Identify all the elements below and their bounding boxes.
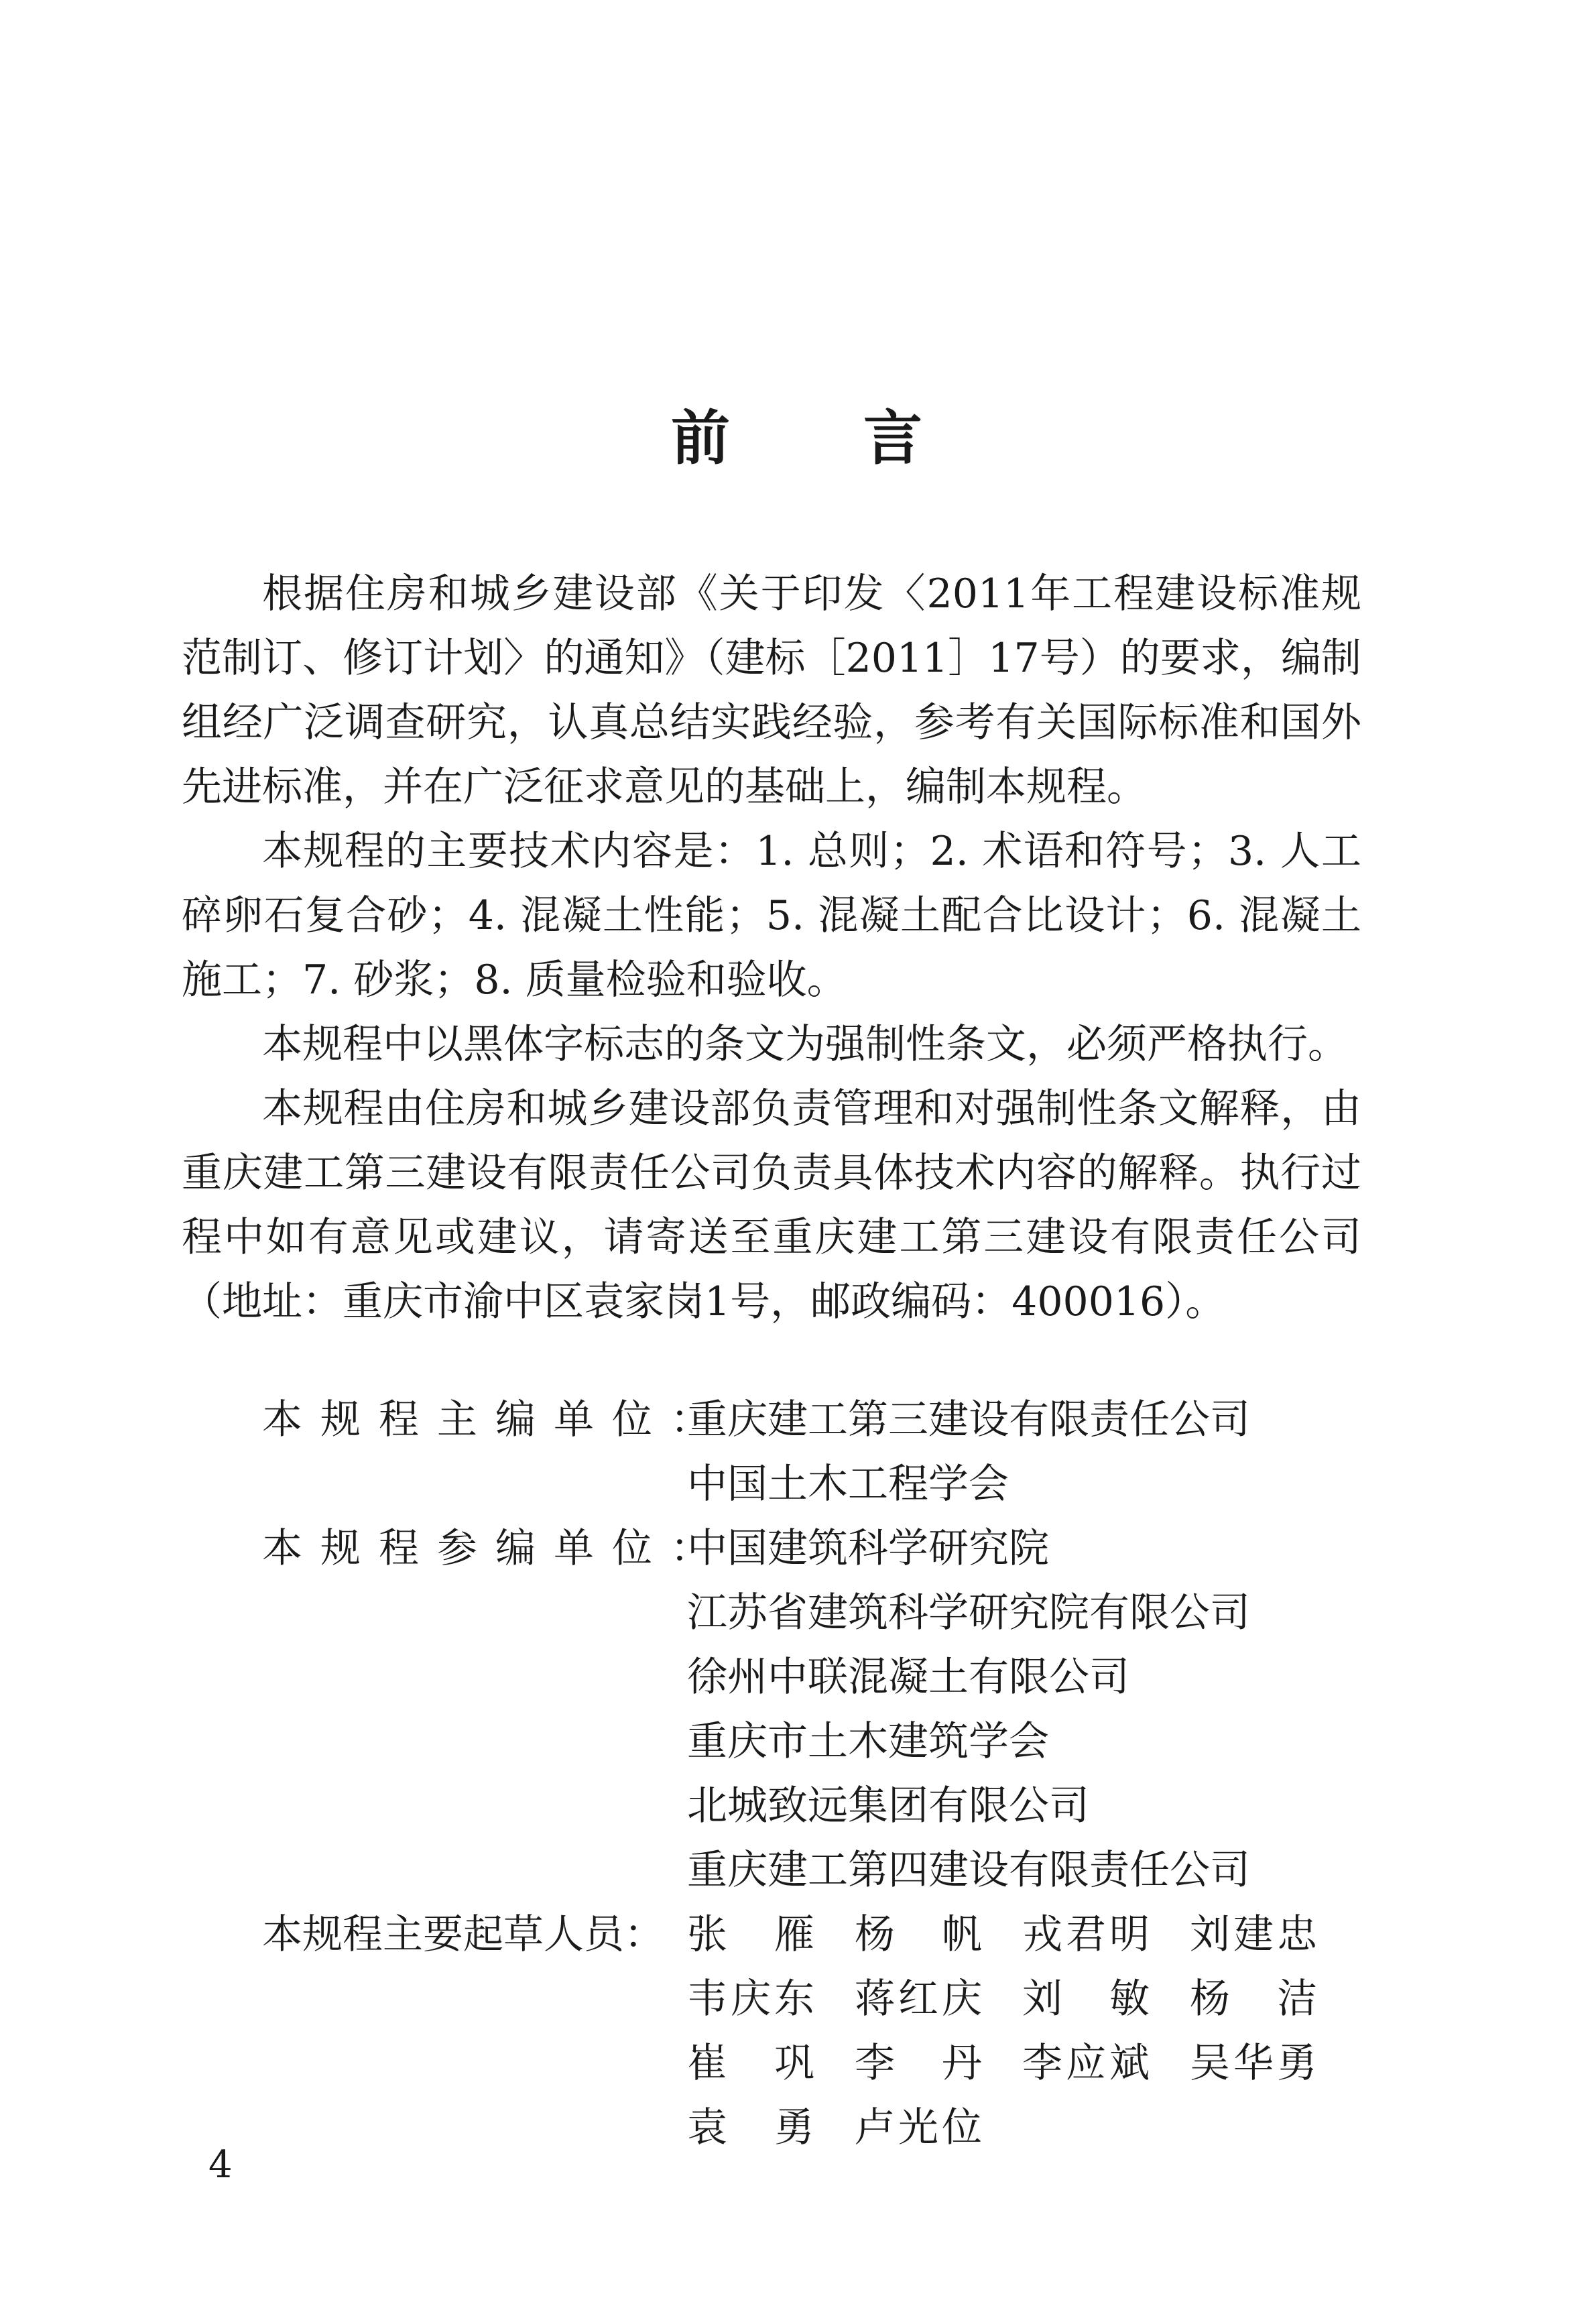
participant-unit: 北城致远集团有限公司	[687, 1782, 1089, 1829]
page-title	[0, 394, 1596, 481]
participant-unit: 徐州中联混凝土有限公司	[687, 1654, 1129, 1701]
drafters-names	[687, 1902, 1364, 2160]
title-char-1: 前	[670, 403, 733, 473]
drafter-name: 吴华勇	[1190, 2040, 1317, 2087]
title-char-2: 言	[863, 403, 926, 473]
drafter-name: 袁 勇	[687, 2104, 814, 2151]
chief-editor-section	[182, 1388, 1361, 1516]
drafter-name: 杨 洁	[1190, 1975, 1317, 2022]
paragraph-contents: 本规程的主要技术内容是：1. 总则；2. 术语和符号；3. 人工碎卵石复合砂；4. 混凝土性能；5. 混凝土配合比设计；6. 混凝土施工；7. 砂浆；8. 质量检验和验收。	[182, 828, 1361, 1004]
participant-unit: 重庆市土木建筑学会	[687, 1718, 1049, 1765]
participant-unit: 重庆建工第四建设有限责任公司	[687, 1847, 1250, 1894]
drafters-label: 本规程主要起草人员：	[262, 1911, 664, 1958]
drafter-name: 李 丹	[855, 2040, 982, 2087]
participants-label: 本规程参编单位：	[262, 1525, 729, 1572]
participants-section	[182, 1516, 1361, 1902]
drafter-name: 蒋红庆	[855, 1975, 982, 2022]
chief-editor-label: 本规程主编单位：	[262, 1396, 729, 1443]
participant-unit: 江苏省建筑科学研究院有限公司	[687, 1589, 1250, 1636]
drafter-name: 戎君明	[1022, 1911, 1150, 1958]
drafter-name: 刘 敏	[1022, 1975, 1150, 2022]
page-number: 4	[208, 2143, 233, 2187]
drafter-name: 李应斌	[1022, 2040, 1150, 2087]
drafter-name: 韦庆东	[687, 1975, 814, 2022]
drafter-name: 崔 巩	[687, 2040, 814, 2087]
chief-editor-unit: 重庆建工第三建设有限责任公司	[687, 1396, 1250, 1443]
drafter-name: 刘建忠	[1190, 1911, 1317, 1958]
preface-body	[182, 562, 1361, 1334]
drafter-name: 张 雁	[687, 1911, 814, 1958]
paragraph-background: 根据住房和城乡建设部《关于印发〈2011年工程建设标准规范制订、修订计划〉的通知》（建标［2011］17号）的要求，编制组经广泛调查研究，认真总结实践经验，参考有关国际标准和国外先进标准，并在广泛征求意见的基础上，编制本规程。	[182, 570, 1361, 810]
drafter-name: 杨 帆	[855, 1911, 982, 1958]
chief-editor-unit: 中国土木工程学会	[687, 1461, 1009, 1508]
participant-unit: 中国建筑科学研究院	[687, 1525, 1049, 1572]
drafter-name: 卢光位	[855, 2104, 982, 2151]
paragraph-management: 本规程由住房和城乡建设部负责管理和对强制性条文解释，由重庆建工第三建设有限责任公司负责具体技术内容的解释。执行过程中如有意见或建议，请寄送至重庆建工第三建设有限责任公司（地址：重庆市渝中区袁家岗1号，邮政编码：400016）。	[182, 1085, 1361, 1325]
drafters-section	[182, 1902, 1361, 2151]
paragraph-mandatory: 本规程中以黑体字标志的条文为强制性条文，必须严格执行。	[262, 1021, 1348, 1068]
